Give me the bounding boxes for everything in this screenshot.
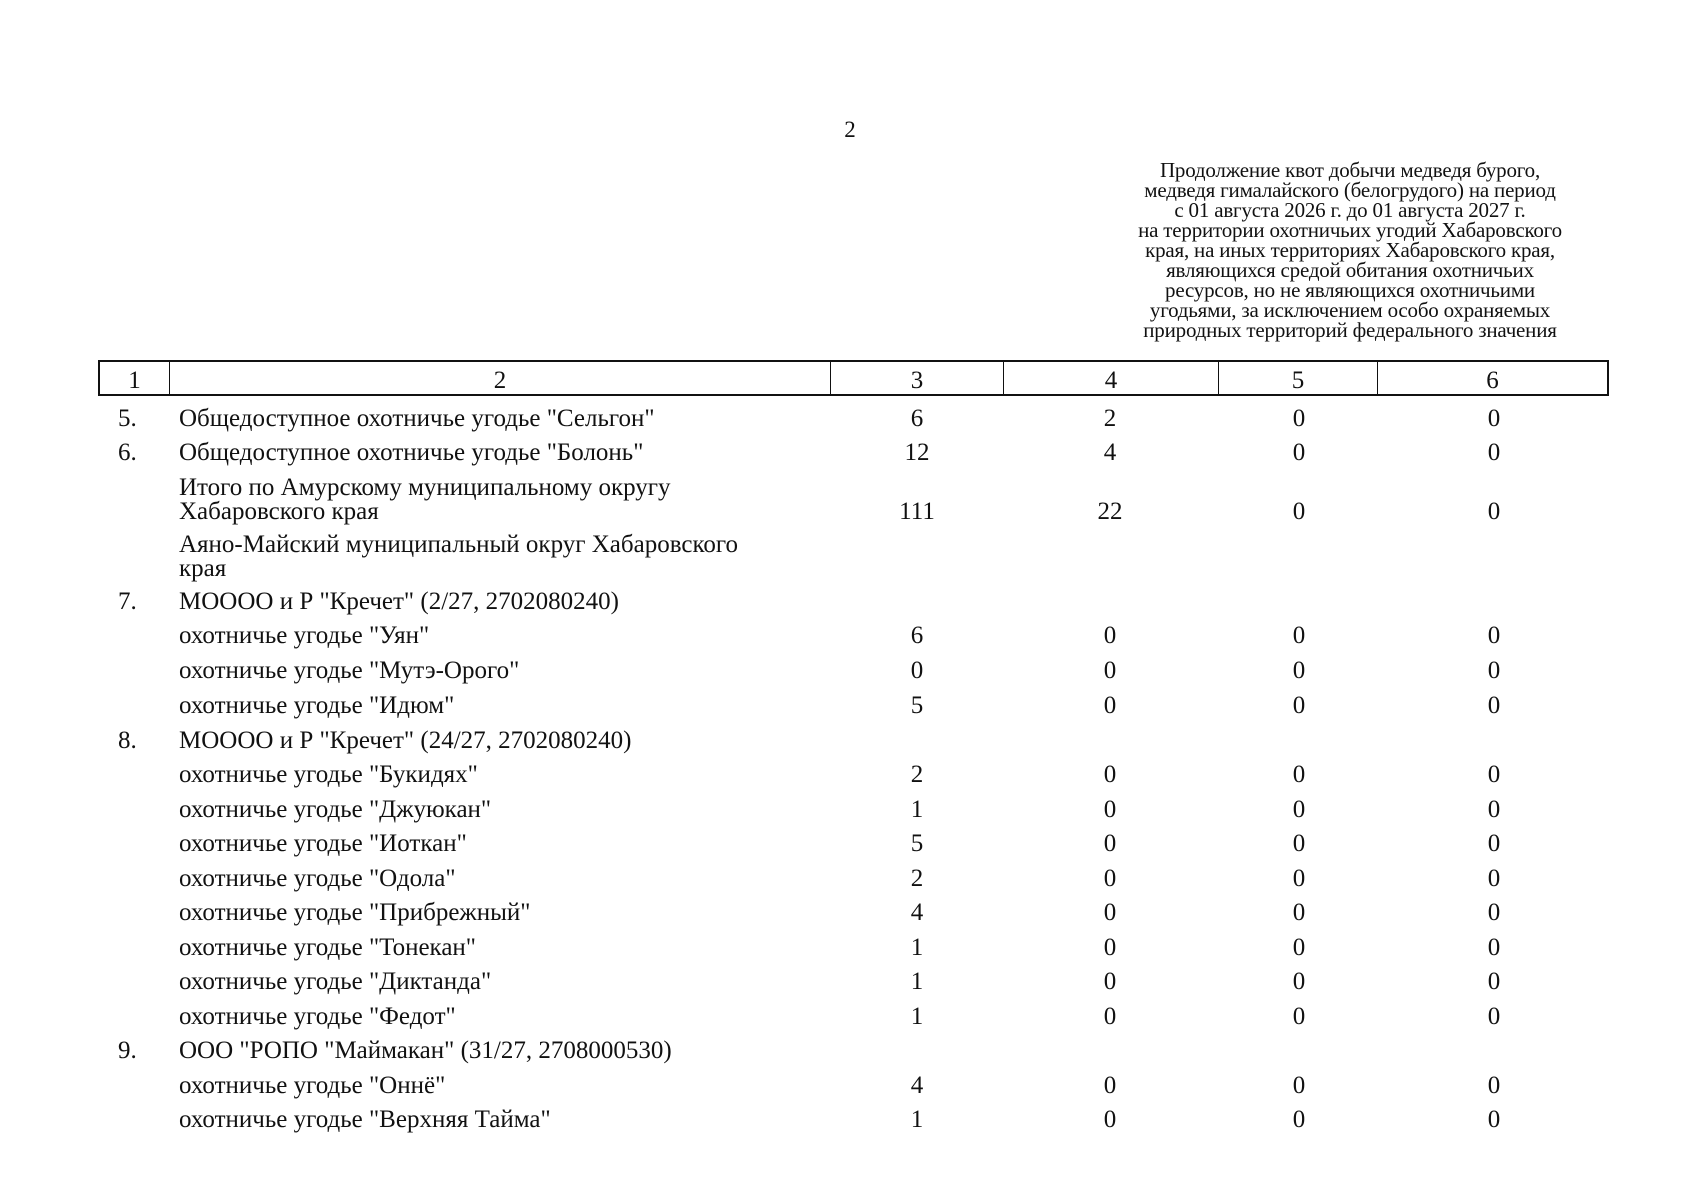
header-cell-text: 3 — [910, 367, 924, 394]
cell-col6: 0 — [1487, 498, 1501, 525]
cell-col3: 6 — [910, 405, 924, 432]
cell-col4: 0 — [1103, 761, 1117, 788]
cell-col5: 0 — [1292, 899, 1306, 926]
header-cell-text: 6 — [1486, 367, 1499, 394]
cell-col4: 0 — [1103, 1072, 1117, 1099]
row-name: охотничье угодье "Джуюкан" — [179, 796, 492, 823]
page-number: 2 — [844, 117, 856, 142]
header-cell-text: 2 — [493, 367, 507, 394]
row-name: охотничье угодье "Диктанда" — [179, 968, 492, 995]
cell-col5: 0 — [1292, 439, 1306, 466]
cell-col4: 0 — [1103, 934, 1117, 961]
cell-col3: 111 — [899, 498, 935, 525]
cell-col5: 0 — [1292, 1003, 1306, 1030]
row-number: 9. — [118, 1037, 137, 1064]
row-number: 6. — [118, 439, 137, 466]
cell-col5: 0 — [1292, 761, 1306, 788]
cell-col4: 0 — [1103, 830, 1117, 857]
cell-col4: 2 — [1103, 405, 1117, 432]
cell-col5: 0 — [1292, 934, 1306, 961]
header-cell-1 — [100, 362, 170, 394]
cell-col4: 0 — [1103, 657, 1117, 684]
header-cell-3 — [831, 362, 1004, 394]
table-caption — [1060, 160, 1640, 340]
cell-col4: 0 — [1103, 865, 1117, 892]
cell-col6: 0 — [1487, 934, 1501, 961]
cell-col3: 2 — [910, 761, 924, 788]
cell-col4: 0 — [1103, 692, 1117, 719]
cell-col6: 0 — [1487, 899, 1501, 926]
row-name — [179, 476, 839, 524]
cell-col4: 4 — [1103, 439, 1117, 466]
cell-col5: 0 — [1292, 830, 1306, 857]
cell-col6: 0 — [1487, 439, 1501, 466]
row-number: 8. — [118, 727, 137, 754]
row-name: МОООО и Р "Кречет" (2/27, 2702080240) — [179, 588, 619, 615]
cell-col5: 0 — [1292, 498, 1306, 525]
row-name: охотничье угодье "Мутэ-Орого" — [179, 657, 520, 684]
cell-col3: 2 — [910, 865, 924, 892]
row-name: охотничье угодье "Одола" — [179, 865, 456, 892]
cell-col4: 0 — [1103, 968, 1117, 995]
cell-col3: 4 — [910, 899, 924, 926]
table-header-row — [98, 360, 1609, 396]
row-name — [179, 533, 839, 581]
caption-line: природных территорий федерального значения — [1143, 318, 1557, 342]
row-name-line: Аяно-Майский муниципальный округ Хабаровского — [179, 531, 738, 558]
cell-col6: 0 — [1487, 657, 1501, 684]
cell-col6: 0 — [1487, 622, 1501, 649]
header-cell-2 — [170, 362, 831, 394]
row-name: Общедоступное охотничье угодье "Сельгон" — [179, 405, 655, 432]
header-cell-text: 1 — [128, 367, 141, 394]
cell-col4: 0 — [1103, 899, 1117, 926]
cell-col4: 0 — [1103, 1003, 1117, 1030]
cell-col4: 0 — [1103, 796, 1117, 823]
row-name: охотничье угодье "Уян" — [179, 622, 430, 649]
row-number: 5. — [118, 405, 137, 432]
cell-col3: 1 — [910, 796, 924, 823]
cell-col6: 0 — [1487, 1072, 1501, 1099]
row-name: охотничье угодье "Идюм" — [179, 692, 455, 719]
cell-col5: 0 — [1292, 865, 1306, 892]
cell-col3: 12 — [904, 439, 930, 466]
cell-col3: 1 — [910, 1003, 924, 1030]
row-name: Общедоступное охотничье угодье "Болонь" — [179, 439, 644, 466]
header-cell-6 — [1378, 362, 1607, 394]
cell-col4: 0 — [1103, 622, 1117, 649]
row-name-line: Хабаровского края — [179, 498, 379, 525]
caption-line: являющихся средой обитания охотничьих — [1166, 258, 1534, 282]
cell-col5: 0 — [1292, 405, 1306, 432]
cell-col6: 0 — [1487, 1106, 1501, 1133]
caption-line: угодьями, за исключением особо охраняемых — [1149, 298, 1551, 322]
cell-col6: 0 — [1487, 405, 1501, 432]
row-name: охотничье угодье "Оннё" — [179, 1072, 446, 1099]
cell-col3: 5 — [910, 692, 924, 719]
cell-col5: 0 — [1292, 968, 1306, 995]
cell-col5: 0 — [1292, 622, 1306, 649]
row-name: охотничье угодье "Букидях" — [179, 761, 478, 788]
caption-line: края, на иных территориях Хабаровского края, — [1145, 238, 1555, 262]
cell-col4: 0 — [1103, 1106, 1117, 1133]
cell-col3: 1 — [910, 968, 924, 995]
row-name: охотничье угодье "Иоткан" — [179, 830, 467, 857]
header-cell-text: 5 — [1291, 367, 1305, 394]
cell-col6: 0 — [1487, 761, 1501, 788]
row-name: охотничье угодье "Тонекан" — [179, 934, 476, 961]
cell-col5: 0 — [1292, 692, 1306, 719]
cell-col5: 0 — [1292, 1106, 1306, 1133]
cell-col6: 0 — [1487, 865, 1501, 892]
caption-line: с 01 августа 2026 г. до 01 августа 2027 г. — [1174, 198, 1526, 222]
caption-line: Продолжение квот добычи медведя бурого, — [1159, 158, 1541, 182]
cell-col5: 0 — [1292, 1072, 1306, 1099]
cell-col3: 6 — [910, 622, 924, 649]
cell-col3: 0 — [910, 657, 924, 684]
cell-col6: 0 — [1487, 692, 1501, 719]
row-number: 7. — [118, 588, 137, 615]
cell-col6: 0 — [1487, 968, 1501, 995]
row-name-line: края — [179, 555, 227, 582]
cell-col3: 4 — [910, 1072, 924, 1099]
cell-col5: 0 — [1292, 657, 1306, 684]
cell-col6: 0 — [1487, 796, 1501, 823]
header-cell-5 — [1219, 362, 1378, 394]
cell-col3: 1 — [910, 934, 924, 961]
row-name: охотничье угодье "Прибрежный" — [179, 899, 531, 926]
row-name: ООО "РОПО "Маймакан" (31/27, 2708000530) — [179, 1037, 672, 1064]
cell-col6: 0 — [1487, 1003, 1501, 1030]
row-name: МОООО и Р "Кречет" (24/27, 2702080240) — [179, 727, 632, 754]
caption-line: ресурсов, но не являющихся охотничьими — [1165, 278, 1535, 302]
header-cell-text: 4 — [1104, 367, 1118, 394]
cell-col6: 0 — [1487, 830, 1501, 857]
caption-line: на территории охотничьих угодий Хабаровского — [1138, 218, 1562, 242]
row-name-line: Итого по Амурскому муниципальному округу — [179, 474, 671, 501]
header-cell-4 — [1004, 362, 1219, 394]
cell-col4: 22 — [1097, 498, 1123, 525]
row-name: охотничье угодье "Верхняя Тайма" — [179, 1106, 551, 1133]
cell-col3: 5 — [910, 830, 924, 857]
row-name: охотничье угодье "Федот" — [179, 1003, 456, 1030]
caption-line: медведя гималайского (белогрудого) на период — [1144, 178, 1556, 202]
cell-col3: 1 — [910, 1106, 924, 1133]
cell-col5: 0 — [1292, 796, 1306, 823]
